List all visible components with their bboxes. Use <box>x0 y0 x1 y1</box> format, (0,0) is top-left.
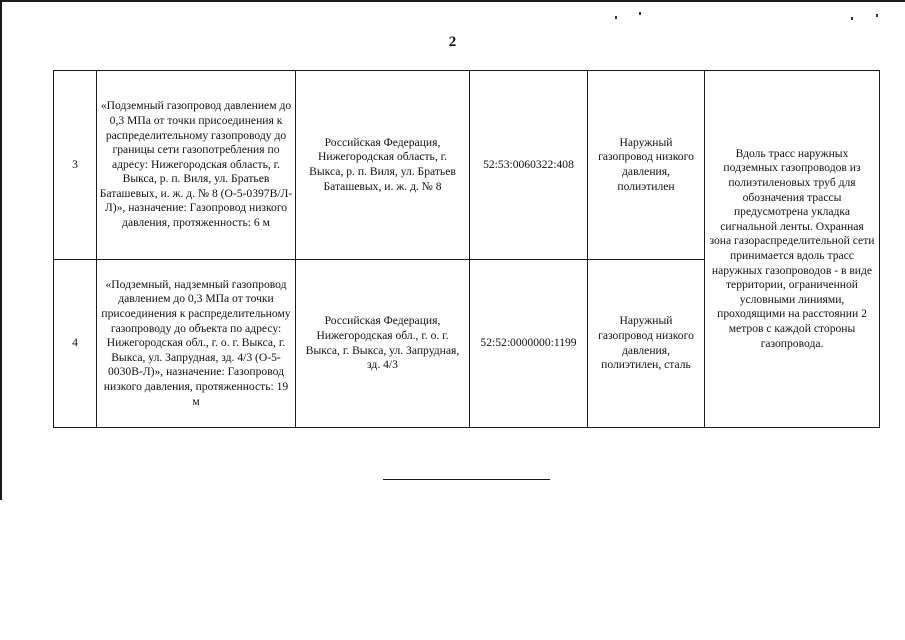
location-cell: Российская Федерация, Нижегородская обл., г. о. г. Выкса, г. Выкса, ул. Запрудная, зд. 4/3 <box>296 260 470 428</box>
page-number: 2 <box>448 34 457 50</box>
row-number-cell: 4 <box>54 260 97 428</box>
scan-speck <box>876 14 878 17</box>
footer-rule <box>383 479 550 480</box>
object-description-cell: «Подземный газопровод давлением до 0,3 МПа от точки присоединения к распределительному газопроводу до границы сети газопотребления по адресу: Нижегородская область, г. Выкса, р. п. Виля, ул. Братьев Баташевых, и. ж. д. № 8 (О-5-0397В/Л-Л)», назначение: Газопровод низкого давления, протяженность: 6 м <box>97 71 296 260</box>
object-description-cell: «Подземный, надземный газопровод давлением до 0,3 МПа от точки присоединения к распределительному газопроводу до объекта по адресу: Нижегородская обл., г. о. г. Выкса, г. Выкса, ул. Запрудная, зд. 4/3 (О-5-0030В-Л)», назначение: Газопровод низкого давления, протяженность: 19 м <box>97 260 296 428</box>
gas-pipeline-table <box>53 70 880 428</box>
location-cell: Российская Федерация, Нижегородская область, г. Выкса, р. п. Виля, ул. Братьев Баташевых, и. ж. д. № 8 <box>296 71 470 260</box>
object-type-cell: Наружный газопровод низкого давления, полиэтилен, сталь <box>588 260 705 428</box>
scan-speck <box>639 12 641 15</box>
table-row <box>54 71 880 260</box>
row-number-cell: 3 <box>54 71 97 260</box>
restriction-note-cell: Вдоль трасс наружных подземных газопроводов из полиэтиленовых труб для обозначения трассы предусмотрена укладка сигнальной ленты. Охранная зона газораспределительной сети принимается вдоль трасс наружных газопроводов - в виде территории, ограниченной условными линиями, проходящими на расстоянии 2 метров с каждой стороны газопровода. <box>705 71 880 428</box>
object-type-cell: Наружный газопровод низкого давления, полиэтилен <box>588 71 705 260</box>
scan-speck <box>615 16 617 19</box>
scan-edge-top <box>0 0 905 2</box>
cadastral-number-cell: 52:53:0060322:408 <box>470 71 588 260</box>
cadastral-number-cell: 52:52:0000000:1199 <box>470 260 588 428</box>
scan-edge-left <box>0 0 2 500</box>
scan-speck <box>851 17 853 20</box>
